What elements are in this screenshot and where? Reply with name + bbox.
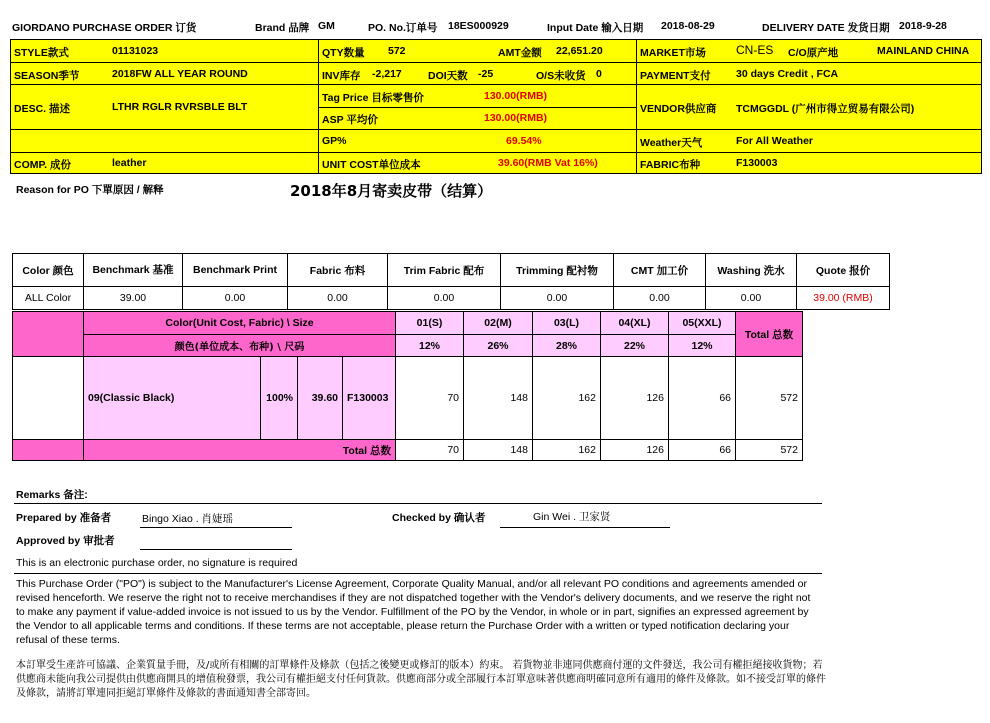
footer-qty-s: 70	[395, 439, 464, 461]
market-label: MARKET市场	[640, 47, 706, 59]
qty-l: 162	[532, 356, 601, 440]
brand-label: Brand 品牌	[255, 22, 310, 34]
footer-total-label: Total 总数	[83, 439, 396, 461]
footer-qty-m: 148	[463, 439, 533, 461]
footer-qty-xl: 126	[600, 439, 669, 461]
fabric-value: F130003	[736, 157, 778, 169]
payment-value: 30 days Credit , FCA	[736, 68, 839, 80]
qty-total: 572	[735, 356, 803, 440]
comp-value: leather	[112, 157, 147, 169]
desc-value: LTHR RGLR RVRSBLE BLT	[112, 101, 248, 113]
vendor-value: TCMGGDL (广州市得立贸易有限公司)	[736, 103, 915, 115]
footer-qty-total: 572	[735, 439, 803, 461]
prepared-value: Bingo Xiao . 肖婕瑶	[142, 513, 234, 525]
size-col-l: 03(L)	[532, 311, 601, 335]
amt-value: 22,651.20	[556, 45, 603, 57]
ratio-l: 28%	[532, 334, 601, 357]
qty-s: 70	[395, 356, 464, 440]
footer-blank	[12, 439, 84, 461]
weather-value: For All Weather	[736, 135, 814, 147]
ratio-xxl: 12%	[668, 334, 736, 357]
doi-label: DOI天数	[428, 70, 468, 82]
cost-row-benchmark: 39.00	[83, 286, 183, 310]
cost-row-cmt: 0.00	[613, 286, 706, 310]
cost-header-trim-fabric: Trim Fabric 配布	[387, 253, 501, 287]
qty-label: QTY数量	[322, 47, 365, 59]
size-row-fabric: F130003	[342, 356, 396, 440]
gp-label: GP%	[322, 135, 347, 147]
size-header-blank	[12, 311, 84, 357]
checked-value: Gin Wei . 卫家贤	[533, 511, 611, 523]
size-col-m: 02(M)	[463, 311, 533, 335]
cost-row-fabric: 0.00	[287, 286, 388, 310]
cost-header-benchmark: Benchmark 基准	[83, 253, 183, 287]
cost-row-trimming: 0.00	[500, 286, 614, 310]
size-row-percent: 100%	[260, 356, 298, 440]
prepared-label: Prepared by 准备者	[16, 512, 112, 524]
cost-header-color: Color 颜色	[12, 253, 84, 287]
input-date-value: 2018-08-29	[661, 20, 715, 32]
amt-label: AMT金额	[498, 47, 542, 59]
qty-m: 148	[463, 356, 533, 440]
tag-price-value: 130.00(RMB)	[484, 90, 548, 102]
terms-chinese: 本訂單受生產許可協議、企業質量手冊，及/或所有相關的訂單條件及條款（包括之後變更或修訂的版本）約束。 若貨物並非連同供應商付運的文件發送，我公司有權拒絕接收貨物；若供應商未能向我公司提供由供應商開具的增值稅發票，我公司有權拒絕支付任何貨款。供應商部分或全部履行本訂單意味著供應商明確同意所有適用的條件及條款。如不接受訂單的條件及條款，請將訂單連同拒絕訂單條件及條款的書面通知書全部寄回。	[16, 660, 826, 699]
checked-label: Checked by 确认者	[392, 512, 486, 524]
size-row-cost: 39.60	[297, 356, 343, 440]
payment-label: PAYMENT支付	[640, 70, 711, 82]
po-number-label: PO. No.订单号	[368, 22, 438, 34]
cost-header-cmt: CMT 加工价	[613, 253, 706, 287]
inv-label: INV库存	[322, 70, 361, 82]
season-label: SEASON季节	[14, 70, 80, 82]
cost-row-quote: 39.00 (RMB)	[796, 286, 890, 310]
tag-price-label: Tag Price 目标零售价	[322, 92, 424, 104]
inv-value: -2,217	[372, 68, 402, 80]
gp-value: 69.54%	[506, 135, 542, 147]
brand-value: GM	[318, 20, 335, 32]
asp-label: ASP 平均价	[322, 114, 378, 126]
cost-row-washing: 0.00	[705, 286, 797, 310]
asp-value: 130.00(RMB)	[484, 112, 548, 124]
po-number-value: 18ES000929	[448, 20, 509, 32]
cost-header-trimming: Trimming 配衬物	[500, 253, 614, 287]
os-label: O/S未收货	[536, 70, 586, 82]
ratio-s: 12%	[395, 334, 464, 357]
market-value: CN-ES	[736, 43, 774, 57]
remarks-label: Remarks 备注:	[16, 489, 88, 501]
qty-xxl: 66	[668, 356, 736, 440]
cost-header-quote: Quote 报价	[796, 253, 890, 287]
fabric-label: FABRIC布种	[640, 159, 701, 171]
electronic-note: This is an electronic purchase order, no signature is required	[16, 557, 298, 569]
delivery-date-value: 2018-9-28	[899, 20, 947, 32]
vendor-label: VENDOR供应商	[640, 103, 717, 115]
weather-label: Weather天气	[640, 137, 703, 149]
doi-value: -25	[478, 68, 494, 80]
cost-header-fabric: Fabric 布料	[287, 253, 388, 287]
qty-xl: 126	[600, 356, 669, 440]
delivery-date-label: DELIVERY DATE 发货日期	[762, 22, 890, 34]
ratio-m: 26%	[463, 334, 533, 357]
os-value: 0	[596, 68, 602, 80]
style-value: 01131023	[112, 45, 159, 57]
size-header-line1: Color(Unit Cost, Fabric) \ Size	[83, 311, 396, 335]
desc-label: DESC. 描述	[14, 103, 71, 115]
reason-label: Reason for PO 下單原因 / 解释	[16, 184, 164, 196]
cost-header-washing: Washing 洗水	[705, 253, 797, 287]
size-col-xxl: 05(XXL)	[668, 311, 736, 335]
origin-label: C/O原产地	[788, 47, 839, 59]
cost-row-benchmark-print: 0.00	[182, 286, 288, 310]
unit-cost-value: 39.60(RMB Vat 16%)	[498, 157, 598, 169]
size-col-xl: 04(XL)	[600, 311, 669, 335]
size-header-line2: 颜色(单位成本、布种) \ 尺码	[83, 334, 396, 357]
terms-english: This Purchase Order ("PO") is subject to the Manufacturer's License Agreement, Corporate Quality Manual, and/or all relevant PO conditions and agreements amended or revised henceforth. We reserve the right not to receive merchandises if they are not dispatched together with the Vendor's delivery documents, and we reserve the right not to make any payment if value-added invoice is not issued to us by the Vendor. Fulfillment of the PO by the Vendor, in whole or in part, signifies an expressed agreement by the Vendor to all applicable terms and conditions. If these terms are not acceptable, please return the Purchase Order with a written or typed notification declaring your refusal of these terms.	[16, 578, 811, 646]
input-date-label: Input Date 输入日期	[547, 22, 644, 34]
footer-qty-l: 162	[532, 439, 601, 461]
po-title: GIORDANO PURCHASE ORDER 订货	[12, 22, 197, 34]
ratio-xl: 22%	[600, 334, 669, 357]
comp-label: COMP. 成份	[14, 159, 71, 171]
size-row-blank	[12, 356, 84, 440]
cost-row-trim-fabric: 0.00	[387, 286, 501, 310]
qty-value: 572	[388, 45, 406, 57]
cost-header-benchmark-print: Benchmark Print	[182, 253, 288, 287]
season-value: 2018FW ALL YEAR ROUND	[112, 68, 248, 80]
origin-value: MAINLAND CHINA	[877, 45, 970, 57]
size-header-total: Total 总数	[735, 311, 803, 357]
unit-cost-label: UNIT COST单位成本	[322, 159, 421, 171]
approved-label: Approved by 审批者	[16, 535, 115, 547]
cost-row-color: ALL Color	[12, 286, 84, 310]
main-title: 2018年8月寄卖皮带（结算）	[290, 182, 493, 200]
size-col-s: 01(S)	[395, 311, 464, 335]
size-row-color: 09(Classic Black)	[83, 356, 261, 440]
footer-qty-xxl: 66	[668, 439, 736, 461]
style-label: STYLE款式	[14, 47, 69, 59]
